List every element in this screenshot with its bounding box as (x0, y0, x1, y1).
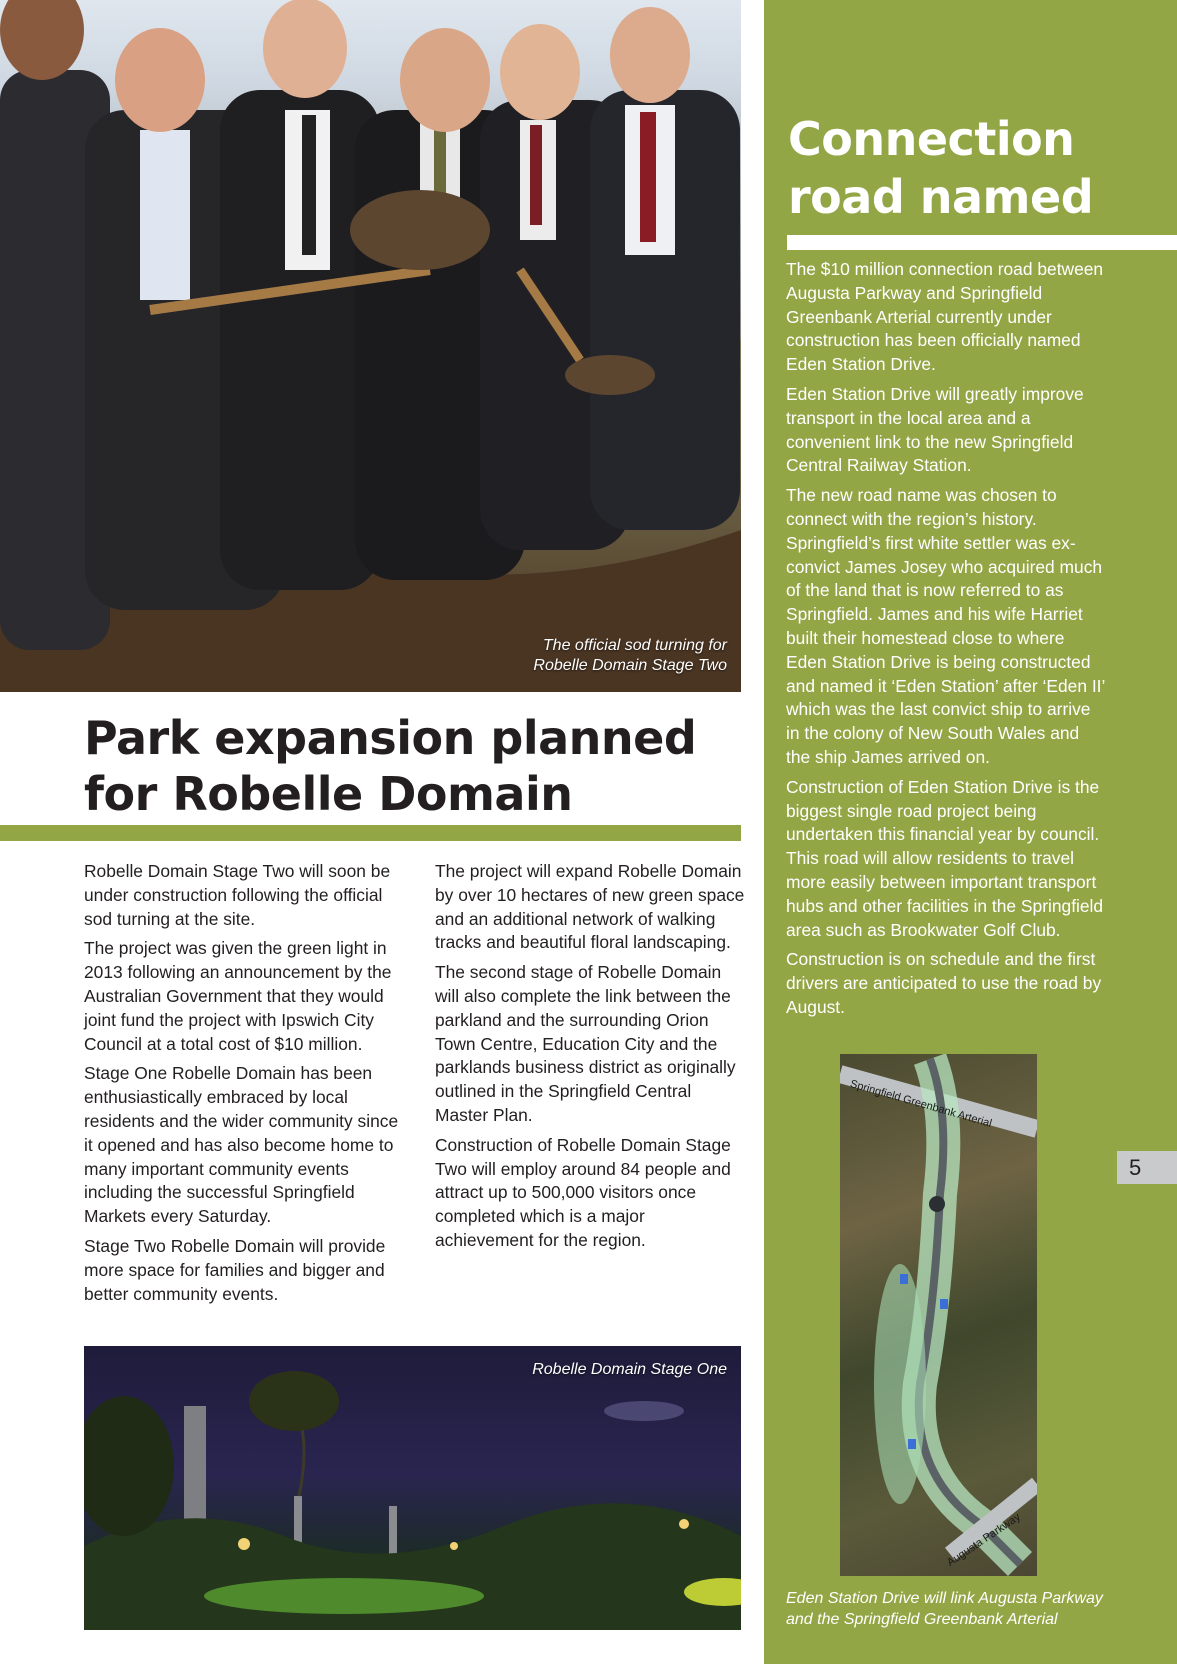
stage-one-caption: Robelle Domain Stage One (532, 1361, 727, 1378)
title-divider (0, 825, 741, 841)
paragraph: The new road name was chosen to connect with the region’s history. Springfield’s first white settler was ex-convict James Josey who acquired much of the land that is now referred to as Springfield. James and his wife Harriet built their homestead close to where Eden Station Drive is being constructed and named it ‘Eden Station’ after ‘Eden II’ which was the last convict ship to arrive in the colony of New South Wales and the ship James arrived on. (786, 485, 1105, 767)
paragraph: Stage One Robelle Domain has been enthusiastically embraced by local residents and the wider community since it opened and has also become home to many important community events including the successful Springfield Markets every Saturday. (84, 1063, 399, 1227)
article-column-right (435, 860, 745, 1259)
sidebar-title (788, 110, 1158, 226)
stage-one-illustration (84, 1346, 741, 1630)
sod-turning-illustration (0, 0, 741, 692)
paragraph: Eden Station Drive will greatly improve transport in the local area and a convenient link to the new Springfield Central Railway Station. (786, 383, 1084, 476)
article-column-left (84, 860, 402, 1312)
paragraph: Construction of Robelle Domain Stage Two will employ around 84 people and attract up to 500,000 visitors once completed which is a major achievement for the region. (435, 1134, 731, 1250)
page-number: 5 (1129, 1155, 1142, 1180)
aerial-road-map (840, 1054, 1037, 1576)
sod-turning-photo (0, 0, 741, 692)
paragraph: Robelle Domain Stage Two will soon be under construction following the official sod turning at the site. (84, 861, 391, 929)
stage-one-photo (84, 1346, 741, 1630)
map-label-bottom-road: Augusta Parkway (945, 1511, 1023, 1569)
sidebar-article (786, 258, 1106, 1026)
title-line: Park expansion planned (84, 711, 697, 765)
road-map-illustration (840, 1054, 1037, 1576)
paragraph: The project was given the green light in 2013 following an announcement by the Australian Government that they would joint fund the project with Ipswich City Council at a total cost of $10 million. (84, 938, 392, 1054)
caption-line: The official sod turning for (542, 637, 727, 654)
sod-turning-caption (533, 636, 727, 676)
page-number-tab (1117, 1151, 1177, 1184)
title-line: for Robelle Domain (84, 767, 573, 821)
title-line: road named (788, 170, 1094, 224)
sidebar-divider (787, 235, 1177, 250)
title-line: Connection (788, 112, 1075, 166)
paragraph: Construction of Eden Station Drive is the biggest single road project being undertaken this financial year by council. This road will allow residents to travel more easily between important transport hubs and other facilities in the Springfield area such as Brookwater Golf Club. (786, 776, 1104, 940)
caption-line: and the Springfield Greenbank Arterial (786, 1611, 1058, 1628)
article-title (84, 710, 724, 822)
caption-line: Robelle Domain Stage Two (533, 657, 727, 674)
paragraph: The $10 million connection road between Augusta Parkway and Springfield Greenbank Arterial currently under construction has been officially named Eden Station Drive. (786, 259, 1104, 375)
caption-line: Eden Station Drive will link Augusta Parkway (786, 1590, 1103, 1607)
map-label-top-road: Springfield Greenbank Arterial (848, 1078, 994, 1130)
paragraph: The project will expand Robelle Domain by over 10 hectares of new green space and an additional network of walking tracks and beautiful floral landscaping. (435, 861, 745, 953)
map-caption (786, 1588, 1126, 1630)
paragraph: The second stage of Robelle Domain will also complete the link between the parkland and the surrounding Orion Town Centre, Education City and the parklands business district as originally outlined in the Springfield Central Master Plan. (435, 962, 736, 1125)
paragraph: Construction is on schedule and the first drivers are anticipated to use the road by August. (786, 949, 1102, 1017)
paragraph: Stage Two Robelle Domain will provide more space for families and bigger and better community events. (84, 1235, 386, 1304)
